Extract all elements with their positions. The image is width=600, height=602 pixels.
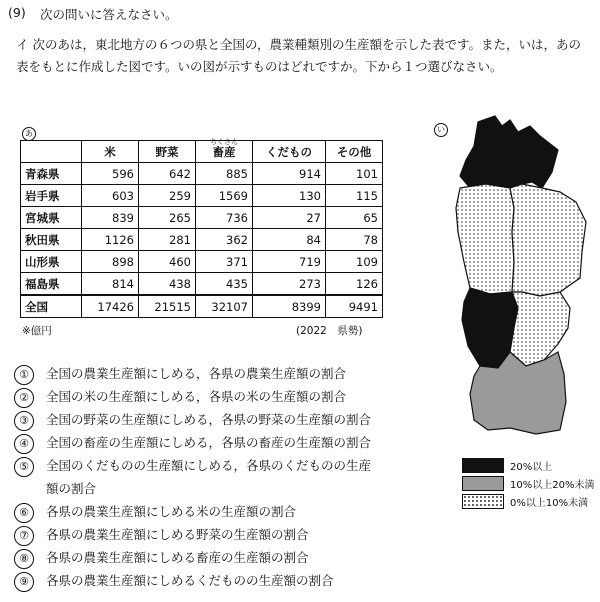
table-header-other: その他	[326, 141, 383, 163]
table-row: 福島県 814 438 435 273 126	[21, 273, 383, 296]
question-prompt: イ 次のあは，東北地方の６つの県と全国の，農業種類別の生産額を示した表です。また，いは，あの表をもとに作成した図です。いの図が示すものはどれですか。下から１つ選びなさい。	[16, 37, 581, 74]
table-header-rice: 米	[82, 141, 139, 163]
table-header-blank	[21, 141, 82, 163]
table-row: 岩手県 603 259 1569 130 115	[21, 185, 383, 207]
choice-4[interactable]: ④ 全国の畜産の生産額にしめる，各県の畜産の生産額の割合	[14, 431, 371, 454]
table-row: 秋田県 1126 281 362 84 78	[21, 229, 383, 251]
table-unit: ※億円	[22, 325, 52, 337]
table-label: あ	[22, 122, 36, 141]
choice-7[interactable]: ⑦ 各県の農業生産額にしめる野菜の生産額の割合	[14, 523, 371, 546]
map-region-miyagi	[510, 292, 570, 366]
answer-choices	[14, 362, 371, 592]
choice-9[interactable]: ⑨ 各県の農業生産額にしめるくだものの生産額の割合	[14, 569, 371, 592]
legend-swatch-dotted	[462, 494, 504, 509]
choice-5[interactable]: ⑤ 全国のくだものの生産額にしめる，各県のくだものの生産	[14, 454, 371, 477]
table-header-livestock: ちくさん 畜産	[196, 141, 253, 163]
legend-item: 20%以上	[462, 456, 594, 474]
map-region-aomori	[460, 116, 558, 188]
table-header-row	[21, 141, 383, 163]
choice-8[interactable]: ⑧ 各県の農業生産額にしめる畜産の生産額の割合	[14, 546, 371, 569]
map-legend	[462, 456, 594, 510]
table-row: 宮城県 839 265 736 27 65	[21, 207, 383, 229]
legend-item: 10%以上20%未満	[462, 474, 594, 492]
map-label: い	[434, 118, 448, 137]
question-number: (9)	[8, 5, 26, 20]
livestock-ruby: ちくさん	[210, 138, 238, 146]
map-region-akita	[456, 184, 514, 294]
production-table	[20, 140, 383, 318]
map-region-iwate	[510, 184, 586, 296]
table-source: (2022 県勢)	[296, 325, 363, 337]
question-title: 次の問いに答えなさい。	[40, 7, 178, 22]
choice-6[interactable]: ⑥ 各県の農業生産額にしめる米の生産額の割合	[14, 500, 371, 523]
table-row: 山形県 898 460 371 719 109	[21, 251, 383, 273]
legend-swatch-gray	[462, 476, 504, 491]
table-header-fruits: くだもの	[253, 141, 326, 163]
legend-swatch-black	[462, 458, 504, 473]
choice-3[interactable]: ③ 全国の野菜の生産額にしめる，各県の野菜の生産額の割合	[14, 408, 371, 431]
table-header-vegetables: 野菜	[139, 141, 196, 163]
choice-5-continuation: 額の割合	[46, 481, 97, 496]
choice-2[interactable]: ② 全国の米の生産額にしめる，各県の米の生産額の割合	[14, 385, 371, 408]
table-row: 青森県 596 642 885 914 101	[21, 163, 383, 185]
legend-item: 0%以上10%未満	[462, 492, 594, 510]
tohoku-map	[440, 112, 590, 452]
table-total-row: 全国 17426 21515 32107 8399 9491	[21, 295, 383, 318]
choice-1[interactable]: ① 全国の農業生産額にしめる，各県の農業生産額の割合	[14, 362, 371, 385]
